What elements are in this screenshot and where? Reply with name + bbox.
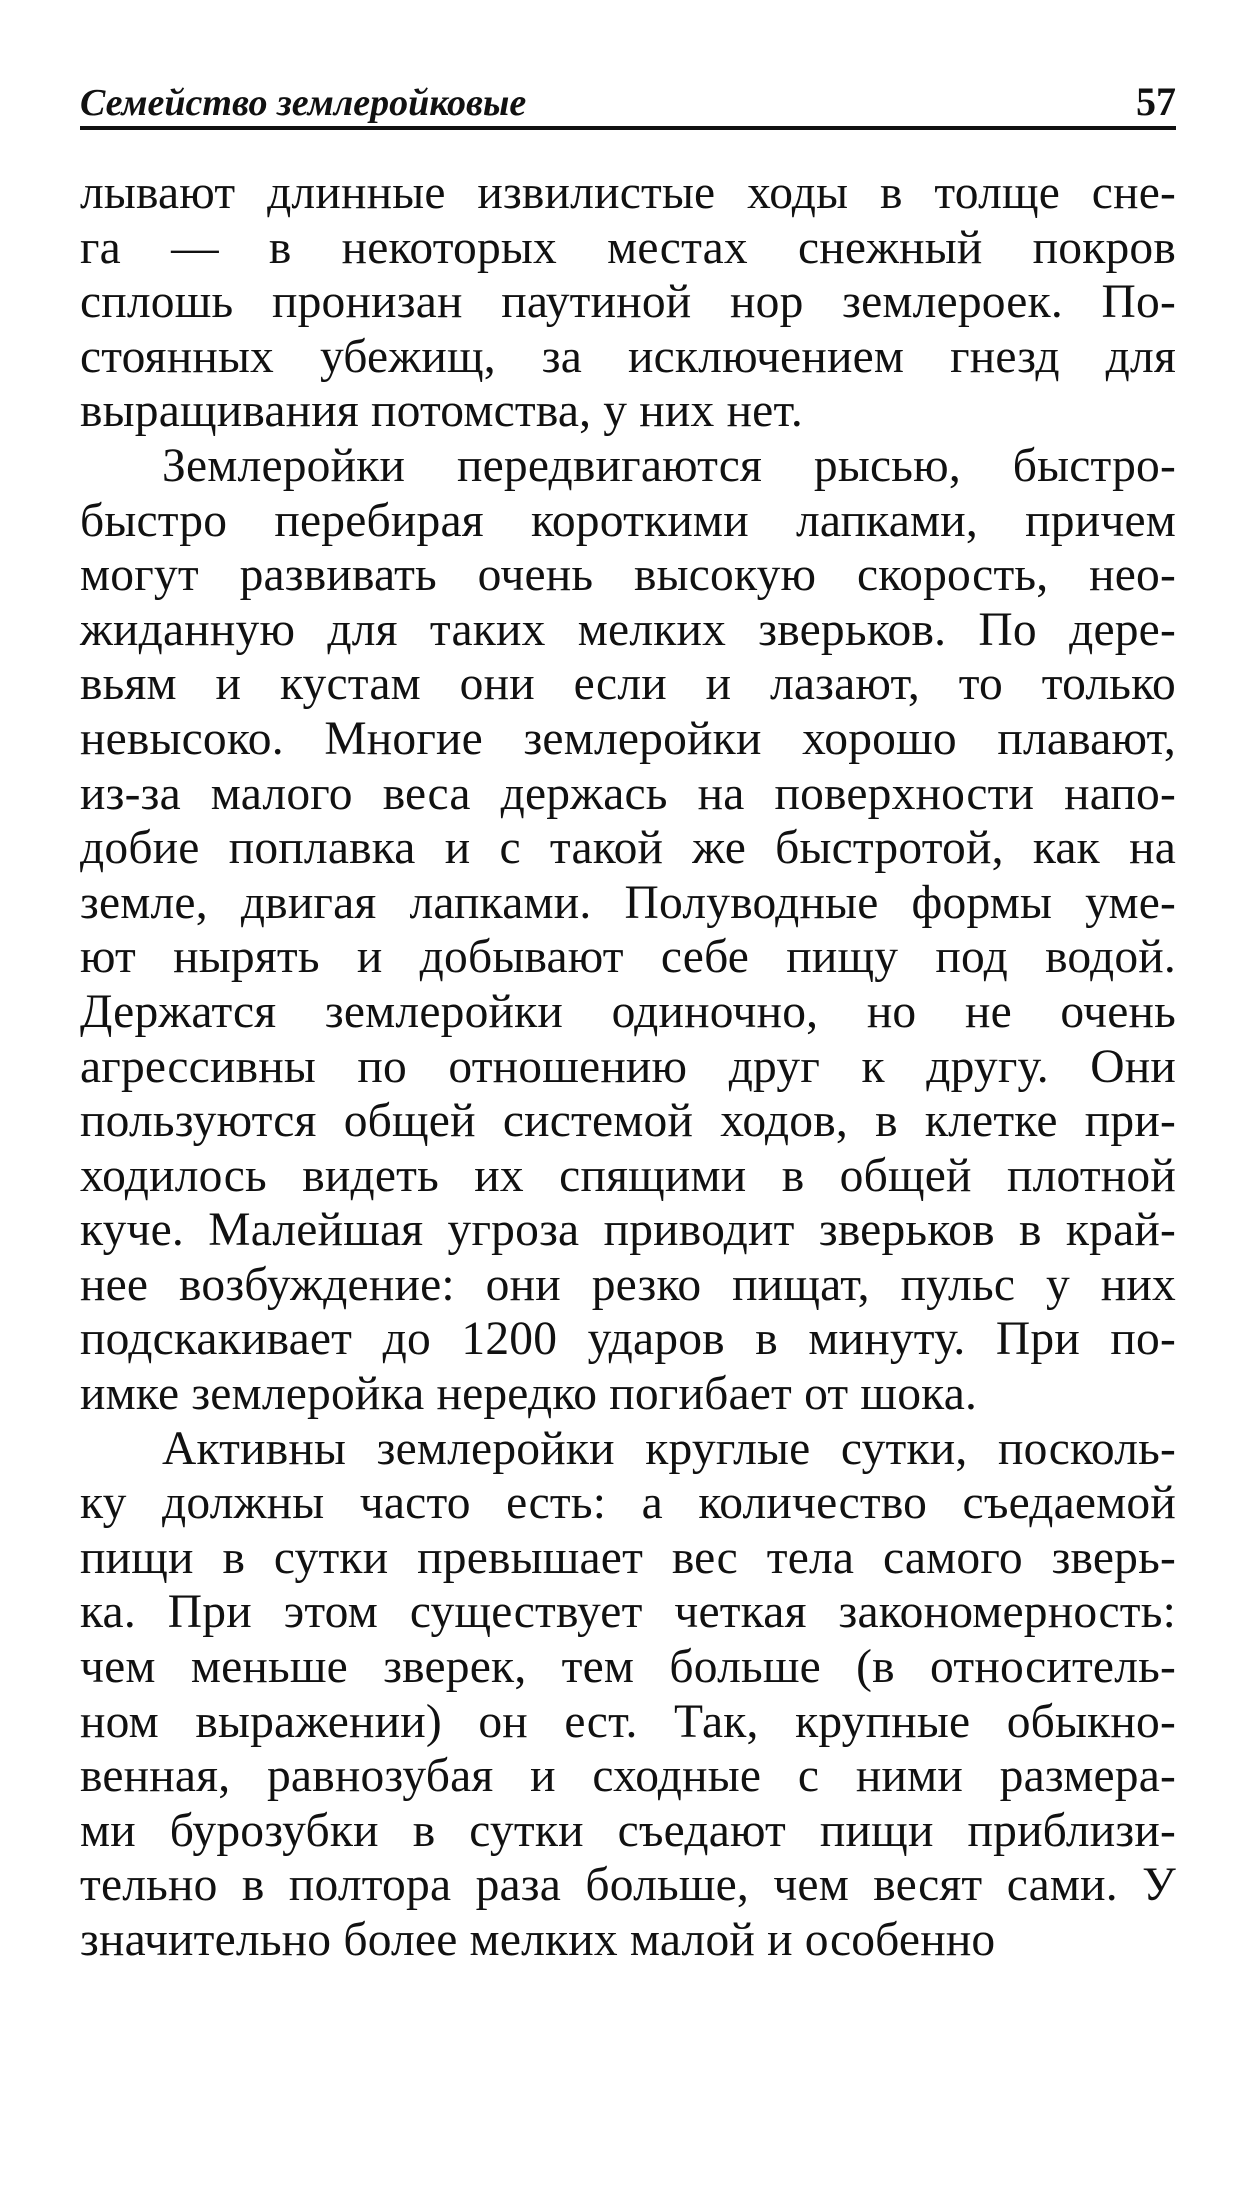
body-text — [80, 166, 1176, 1968]
page-number: 57 — [1136, 79, 1176, 124]
text-line: ка. При этом существует четкая закономерность: — [80, 1586, 1176, 1639]
text-line: куче. Малейшая угроза приводит зверьков в край- — [80, 1204, 1176, 1257]
text-line: га — в некоторых местах снежный покров — [80, 221, 1176, 274]
text-line: Активны землеройки круглые сутки, посколь- — [162, 1422, 1176, 1475]
paragraph — [80, 439, 1176, 1422]
text-line: земле, двигая лапками. Полуводные формы уме- — [80, 876, 1176, 929]
text-line: тельно в полтора раза больше, чем весят сами. У — [80, 1859, 1176, 1912]
text-line: пользуются общей системой ходов, в клетке при- — [80, 1095, 1176, 1148]
text-line: быстро перебирая короткими лапками, причем — [80, 494, 1176, 547]
text-line: подскакивает до 1200 ударов в минуту. При по- — [80, 1313, 1176, 1366]
text-line: имке землеройка нередко погибает от шока. — [80, 1368, 978, 1421]
text-line: стоянных убежищ, за исключением гнезд для — [80, 330, 1176, 383]
text-line: добие поплавка и с такой же быстротой, как на — [80, 822, 1176, 875]
running-title: Семейство землеройковые — [80, 82, 527, 124]
text-line: из-за малого веса держась на поверхности напо- — [80, 767, 1176, 820]
text-line: вьям и кустам они если и лазают, то только — [80, 658, 1176, 711]
text-line: ми бурозубки в сутки съедают пищи приблизи- — [80, 1804, 1176, 1857]
text-line: Землеройки передвигаются рысью, быстро- — [162, 439, 1176, 492]
text-line: значительно более мелких малой и особенно — [80, 1914, 996, 1966]
text-line: жиданную для таких мелких зверьков. По дере- — [80, 603, 1176, 656]
text-line: ходилось видеть их спящими в общей плотной — [80, 1149, 1176, 1202]
text-line: могут развивать очень высокую скорость, нео- — [80, 549, 1176, 602]
text-line: лывают длинные извилистые ходы в толще сне- — [80, 167, 1176, 219]
paragraph — [80, 1422, 1176, 1968]
text-line: венная, равнозубая и сходные с ними размера- — [80, 1750, 1176, 1803]
paragraph — [80, 166, 1176, 439]
text-line: агрессивны по отношению друг к другу. Они — [80, 1040, 1176, 1093]
text-line: невысоко. Многие землеройки хорошо плавают, — [80, 712, 1176, 765]
text-line: выращивания потомства, у них нет. — [80, 385, 803, 438]
running-header — [80, 60, 1176, 130]
text-line: ном выражении) он ест. Так, крупные обыкно- — [80, 1695, 1176, 1748]
text-line: нее возбуждение: они резко пищат, пульс у них — [80, 1258, 1176, 1311]
text-line: ку должны часто есть: а количество съедаемой — [80, 1477, 1176, 1530]
book-page — [80, 60, 1176, 1968]
text-line: пищи в сутки превышает вес тела самого зверь- — [80, 1531, 1176, 1584]
text-line: Держатся землеройки одиночно, но не очень — [80, 985, 1176, 1038]
text-line: чем меньше зверек, тем больше (в относитель- — [80, 1641, 1176, 1694]
text-line: ют нырять и добывают себе пищу под водой. — [80, 931, 1176, 984]
text-line: сплошь пронизан паутиной нор землероек. По- — [80, 276, 1176, 329]
